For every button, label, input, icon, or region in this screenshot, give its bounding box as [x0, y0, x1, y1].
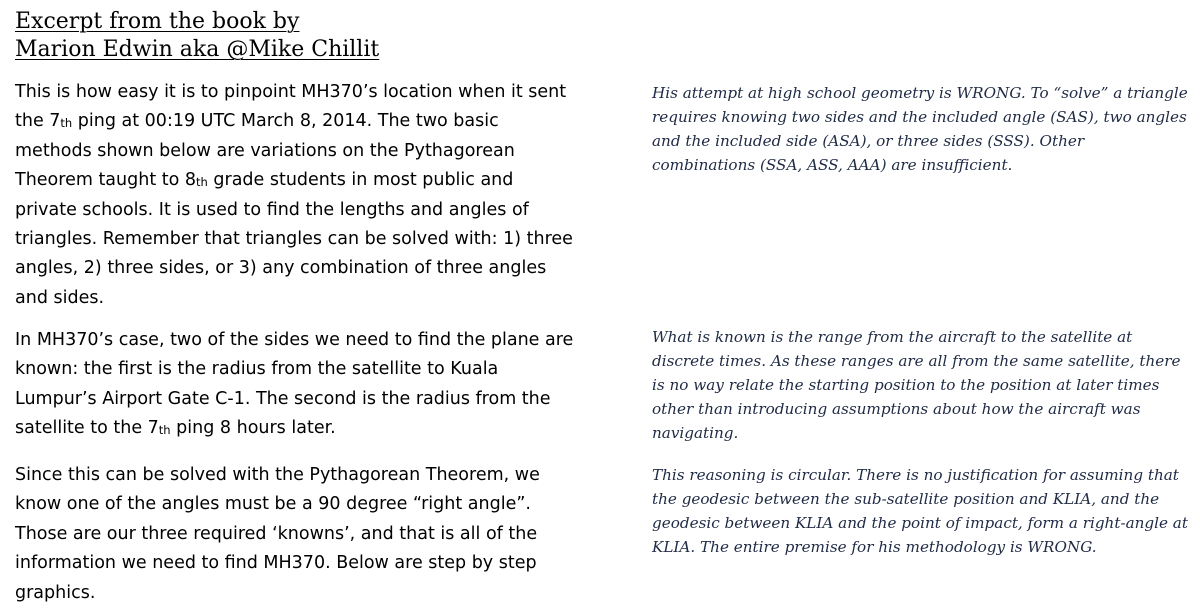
page-title [15, 8, 379, 64]
p1-text-c: grade students in most public and private schools. It is used to find the lengths and angles of triangles. Remember that triangles can be solved with: 1) three angles, 2) three sides, or 3) any combination of three angles and sides. [15, 170, 573, 308]
rebuttal-paragraph-2: What is known is the range from the aircraft to the satellite at discrete times. As these ranges are all from the same satellite, there is no way relate the starting position to the position at later times other than introducing assumptions about how the aircraft was navigating. [652, 328, 1181, 442]
p2-text-b: ping 8 hours later. [170, 418, 336, 439]
excerpt-paragraph-2 [15, 326, 575, 444]
rebuttal-paragraph-1: His attempt at high school geometry is WRONG. To “solve” a triangle requires knowing two sides and the included angle (SAS), two angles and the included side (ASA), or three sides (SSS). Other combinations (SSA, ASS, AAA) are insufficient. [652, 84, 1188, 174]
p1-ordinal-suffix-2: th [196, 175, 208, 190]
excerpt-paragraph-1 [15, 78, 575, 313]
p2-text-a: In MH370’s case, two of the sides we need to find the plane are known: the first is the radius from the satellite to Kuala Lumpur’s Airport Gate C-1. The second is the radius from the satellite to the 7 [15, 330, 574, 439]
title-line-2: Marion Edwin aka @Mike Chillit [15, 37, 380, 62]
rebuttal-paragraph-3: This reasoning is circular. There is no justification for assuming that the geodesic between the sub-satellite position and KLIA, and the geodesic between KLIA and the point of impact, form a right-angle at KLIA. The entire premise for his methodology is WRONG. [652, 466, 1188, 556]
p2-ordinal-suffix: th [158, 423, 171, 438]
p1-text-b: ping at 00:19 UTC March 8, 2014. The two basic methods shown below are variations on the Pythagorean Theorem taught to 8 [15, 111, 515, 191]
excerpt-paragraph-3: Since this can be solved with the Pythagorean Theorem, we know one of the angles must be a 90 degree “right angle”. Those are our three required ‘knowns’, and that is all of the information we need to find MH370. Below are step by step graphics. [15, 465, 540, 603]
p1-text-a: This is how easy it is to pinpoint MH370’s location when it sent the 7 [15, 82, 567, 132]
p1-ordinal-suffix: th [60, 116, 73, 131]
title-line-1: Excerpt from the book by [15, 9, 300, 34]
